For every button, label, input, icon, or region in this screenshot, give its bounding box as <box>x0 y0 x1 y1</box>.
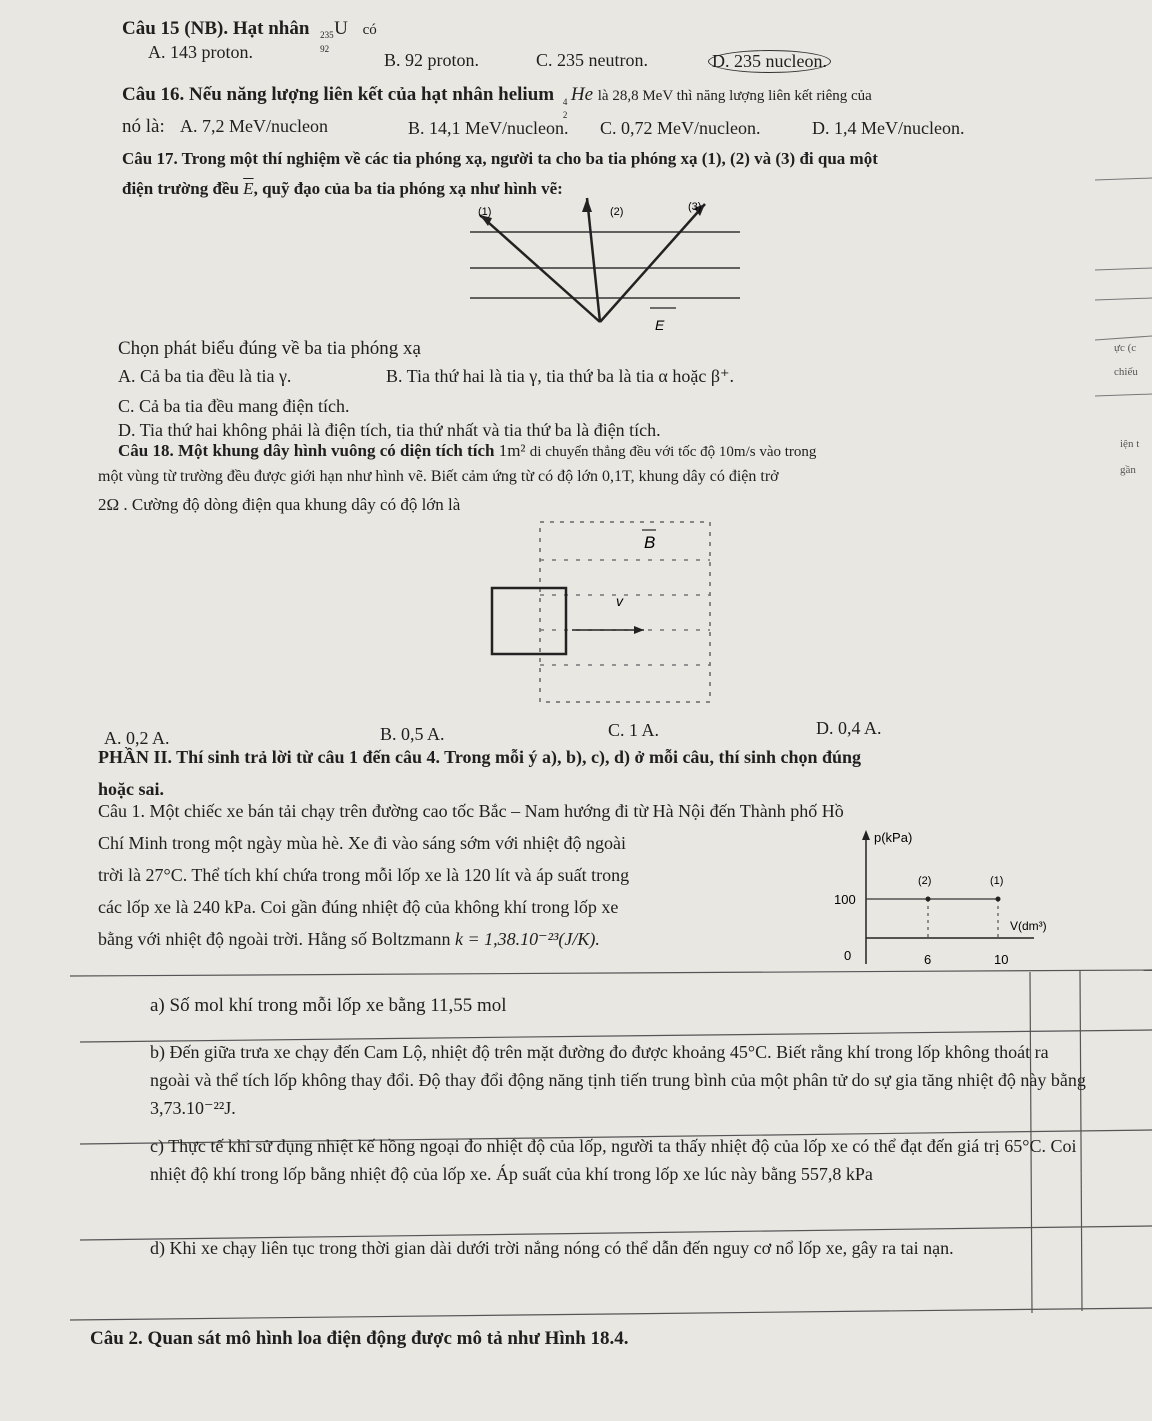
q16-option-b[interactable]: B. 14,1 MeV/nucleon. <box>408 118 569 138</box>
margin-note-4: gần <box>1120 464 1136 476</box>
ray-2-label: (2) <box>610 206 624 218</box>
origin-label: 0 <box>844 948 852 963</box>
part2-q1-line2: Chí Minh trong một ngày mùa hè. Xe đi vào sáng sớm với nhiệt độ ngoài <box>98 833 626 853</box>
part2-q1-line3: trời là 27°C. Thể tích khí chứa trong mỗi lốp xe là 120 lít và áp suất trong <box>98 865 630 885</box>
q15-stem: Câu 15 (NB). Hạt nhân 235 92 U có <box>122 18 377 54</box>
table-row-a[interactable]: a) Số mol khí trong mỗi lốp xe bằng 11,55 mol <box>150 995 507 1016</box>
q16-line1: Câu 16. Nếu năng lượng liên kết của hạt nhân helium 4 2 He là 28,8 MeV thì năng lượng liên kết riêng của <box>122 84 872 120</box>
v-tick-6: 6 <box>924 952 932 967</box>
p-tick-100: 100 <box>834 892 856 907</box>
q16-prefix: nó là: <box>122 116 165 137</box>
table-row-d[interactable]: d) Khi xe chạy liên tục trong thời gian dài dưới trời nắng nóng có thể dẫn đến nguy cơ nổ lốp xe, gây ra tai nạn. <box>150 1238 954 1258</box>
radiation-figure <box>440 190 760 340</box>
velocity-label: v <box>616 593 623 609</box>
pv-graph <box>834 824 1094 974</box>
margin-lines <box>1095 150 1152 410</box>
ray-2-path <box>587 198 600 322</box>
q18-option-a[interactable]: A. 0,2 A. <box>104 728 170 748</box>
part2-heading-line2: hoặc sai. <box>98 779 165 799</box>
q15-option-b[interactable]: B. 92 proton. <box>384 50 480 70</box>
q17-option-a[interactable]: A. Cả ba tia đều là tia γ. <box>118 366 292 386</box>
q17-option-b[interactable]: B. Tia thứ hai là tia γ, tia thứ ba là tia α hoặc β⁺. <box>386 366 735 386</box>
ray-2-arrow <box>582 198 592 212</box>
magnetic-field-figure <box>484 520 714 710</box>
margin-note-2: chiếu <box>1114 366 1138 378</box>
part2-q2: Câu 2. Quan sát mô hình loa điện động được mô tả như Hình 18.4. <box>90 1328 629 1349</box>
velocity-arrowhead <box>634 626 644 634</box>
part2-q1-line4: các lốp xe là 240 kPa. Coi gần đúng nhiệt độ của không khí trong lốp xe <box>98 897 619 917</box>
q18-option-c[interactable]: C. 1 A. <box>608 720 660 740</box>
q18-line3: 2Ω . Cường độ dòng điện qua khung dây có độ lớn là <box>98 495 461 514</box>
part2-q1-line5: bằng với nhiệt độ ngoài trời. Hằng số Boltzmann k = 1,38.10⁻²³(J/K). <box>98 929 600 949</box>
q15-option-d[interactable]: D. 235 nucleon. <box>708 50 831 73</box>
q16-option-d[interactable]: D. 1,4 MeV/nucleon. <box>812 118 965 138</box>
q17-option-d[interactable]: D. Tia thứ hai không phải là điện tích, tia thứ nhất và tia thứ ba là điện tích. <box>118 420 661 440</box>
ray-3-path <box>600 204 705 322</box>
state-2-label: (2) <box>918 875 932 887</box>
v-axis-label: V(dm³) <box>1010 919 1047 933</box>
field-vector-label: E <box>655 317 665 333</box>
v-tick-10: 10 <box>994 952 1009 967</box>
q16-option-a[interactable]: A. 7,2 MeV/nucleon <box>180 116 328 136</box>
table-row-b[interactable]: b) Đến giữa trưa xe chạy đến Cam Lộ, nhiệt độ trên mặt đường đo được khoảng 45°C. Biết rằng khí trong lốp không thoát ra ngoài và thể tích lốp không thay đổi. Độ thay đổi động năng tịnh tiến trung bình của một phân tử do sự gia tăng nhiệt độ này bằng 3,73.10⁻²²J. <box>150 1042 1086 1118</box>
margin-note-3: iện t <box>1120 438 1140 450</box>
true-false-table <box>70 968 1152 1328</box>
q15-option-c[interactable]: C. 235 neutron. <box>536 50 648 70</box>
table-row-c[interactable]: c) Thực tế khi sử dụng nhiệt kế hồng ngoại đo nhiệt độ của lốp, người ta thấy nhiệt độ của lốp xe có thể đạt đến giá trị 65°C. Coi nhiệt độ khí trong lốp bằng nhiệt độ của lốp xe. Áp suất của khí trong lốp xe lúc này bằng 557,8 kPa <box>150 1136 1077 1184</box>
state-2-point <box>926 897 931 902</box>
q18-option-b[interactable]: B. 0,5 A. <box>380 724 445 744</box>
q17-prompt: Chọn phát biểu đúng về ba tia phóng xạ <box>118 338 421 359</box>
q18-line2: một vùng từ trường đều được giới hạn như hình vẽ. Biết cảm ứng từ có độ lớn 0,1T, khung dây có điện trở <box>98 468 779 485</box>
ray-3-label: (3) <box>688 201 702 213</box>
field-b-label: B <box>644 533 656 552</box>
q15-option-a[interactable]: A. 143 proton. <box>148 42 253 62</box>
margin-note-1: ực (c <box>1114 342 1137 354</box>
q16-option-c[interactable]: C. 0,72 MeV/nucleon. <box>600 118 761 138</box>
q18-line1: Câu 18. Một khung dây hình vuông có diện tích tích 1m² di chuyển thẳng đều với tốc độ 10m/s vào trong <box>118 441 817 460</box>
q17-line2: điện trường đều $\overline{E}$, quỹ đạo của ba tia phóng xạ như hình vẽ: <box>122 179 563 198</box>
part2-q1-line1: Câu 1. Một chiếc xe bán tải chạy trên đường cao tốc Bắc – Nam hướng đi từ Hà Nội đến Thành phố Hồ <box>98 801 844 821</box>
ray-1-label: (1) <box>478 206 492 218</box>
square-coil <box>492 588 566 654</box>
p-axis-label: p(kPa) <box>874 830 913 845</box>
state-1-point <box>996 897 1001 902</box>
q18-option-d[interactable]: D. 0,4 A. <box>816 718 882 738</box>
q17-line1: Câu 17. Trong một thí nghiệm về các tia phóng xạ, người ta cho ba tia phóng xạ (1), (2) và (3) đi qua một <box>122 149 878 168</box>
state-1-label: (1) <box>990 875 1004 887</box>
part2-heading-line1: PHẦN II. Thí sinh trả lời từ câu 1 đến câu 4. Trong mỗi ý a), b), c), d) ở mỗi câu, thí sinh chọn đúng <box>98 747 862 767</box>
q17-option-c[interactable]: C. Cả ba tia đều mang điện tích. <box>118 396 350 416</box>
